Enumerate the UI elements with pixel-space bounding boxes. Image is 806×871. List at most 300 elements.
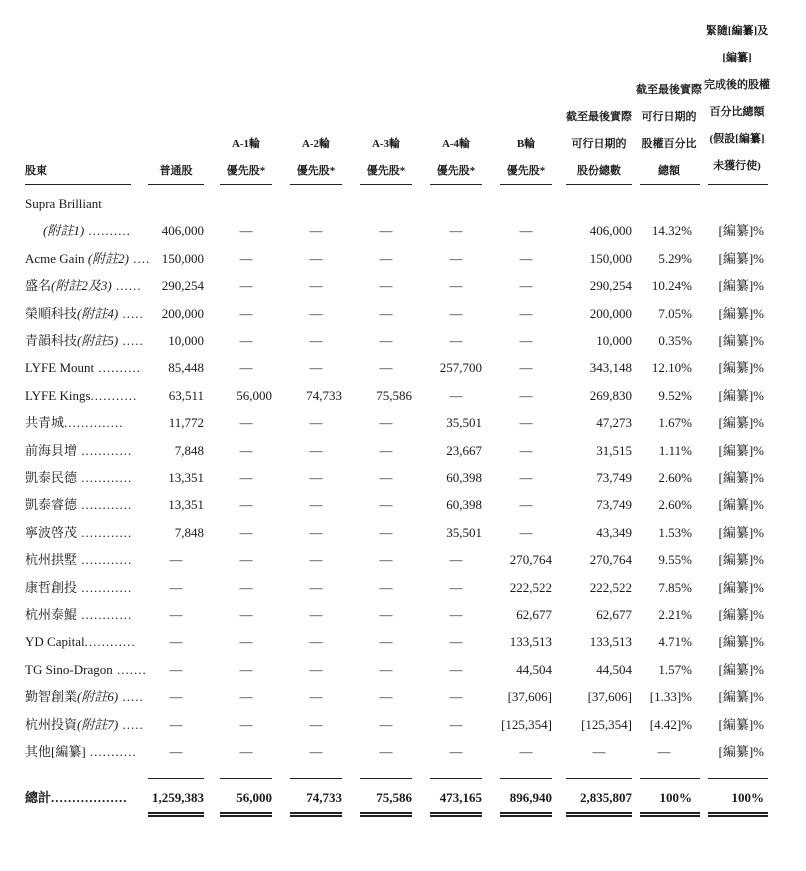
shareholder-name <box>25 300 143 327</box>
ordinary-shares-cell: 13,351 <box>168 470 204 485</box>
total-shares-cell: 73,749 <box>596 497 632 513</box>
b-preferred-cell: — <box>519 387 533 403</box>
header-text: A-1輪 <box>231 138 261 150</box>
b-preferred-cell: — <box>519 524 533 540</box>
total-a2: 74,733 <box>306 790 342 805</box>
shareholder-name <box>25 217 161 244</box>
a3-preferred-cell: — <box>379 305 393 321</box>
subtotal-rule <box>708 778 768 779</box>
ordinary-shares-cell: 63,511 <box>168 387 204 403</box>
shareholder-name-text: 勤智創業 <box>25 689 78 705</box>
a3-preferred-cell: — <box>379 442 393 458</box>
table-row <box>0 574 806 601</box>
b-preferred-cell: — <box>519 470 533 485</box>
header-text: 優先股* <box>436 165 476 177</box>
total-double-rule <box>360 812 412 817</box>
a3-preferred-cell: — <box>379 360 393 376</box>
a3-preferred-cell: 75,586 <box>376 387 412 403</box>
ordinary-shares-cell: — <box>169 689 183 705</box>
header-rule <box>500 184 552 185</box>
header-text: 可行日期的 <box>641 111 697 123</box>
total-shares-cell: 62,677 <box>596 607 632 622</box>
total-shares-cell: 222,522 <box>589 579 632 595</box>
header-text: A-2輪 <box>301 138 331 150</box>
table-row <box>0 354 806 381</box>
a2-preferred-cell: — <box>309 524 323 540</box>
header-text: A-4輪 <box>441 138 471 150</box>
ordinary-shares-cell: — <box>169 661 183 677</box>
total-double-rule <box>430 812 482 817</box>
a2-preferred-cell: — <box>309 333 323 348</box>
a1-preferred-cell: — <box>239 716 253 732</box>
table-row <box>0 519 806 546</box>
a3-preferred-cell: — <box>379 716 393 732</box>
header-rule <box>290 184 342 185</box>
ordinary-shares-cell: — <box>169 579 183 595</box>
a3-preferred-cell: — <box>379 634 393 650</box>
table-row <box>0 327 806 354</box>
ordinary-shares-cell: — <box>169 744 183 759</box>
subtotal-rule <box>220 778 272 779</box>
a1-preferred-cell: — <box>239 278 253 294</box>
a2-preferred-cell: — <box>309 634 323 650</box>
shareholder-name <box>25 656 147 683</box>
shareholder-name <box>25 382 143 409</box>
shareholder-name <box>25 491 143 518</box>
ordinary-shares-cell: 13,351 <box>168 497 204 513</box>
header-rule <box>360 184 412 185</box>
a1-preferred-cell: — <box>239 470 253 485</box>
total-ordinary: 1,259,383 <box>152 790 204 805</box>
a2-preferred-cell: — <box>309 305 323 321</box>
shareholder-name <box>25 190 143 217</box>
leader-dots: ............ <box>77 524 133 540</box>
leader-dots: .... <box>128 250 151 266</box>
a4-preferred-cell: — <box>449 716 463 732</box>
shareholder-name <box>25 409 143 436</box>
leader-dots: ..... <box>118 716 144 732</box>
a3-preferred-cell: — <box>379 223 393 239</box>
header-text: 優先股* <box>226 165 266 177</box>
a2-preferred-cell: — <box>309 744 323 759</box>
a1-preferred-cell: 56,000 <box>236 387 272 403</box>
pct-after-cell: [編纂]% <box>718 333 764 348</box>
b-preferred-cell: [37,606] <box>507 689 552 705</box>
subtotal-rule <box>148 778 204 779</box>
shareholder-name-text: 杭州泰鯤 <box>25 607 78 622</box>
header-rule <box>640 184 700 185</box>
total-double-rule <box>220 812 272 817</box>
header-pct-now <box>636 77 702 185</box>
shareholder-name-text: 寧波啓茂 <box>25 524 78 540</box>
a4-preferred-cell: — <box>449 333 463 348</box>
total-shares-cell: 31,515 <box>596 442 632 458</box>
a4-preferred-cell: — <box>449 661 463 677</box>
pct-after-cell: [編纂]% <box>718 744 764 759</box>
b-preferred-cell: 222,522 <box>509 579 552 595</box>
leader-dots: ..... <box>118 305 144 321</box>
header-text: 總額 <box>658 165 680 177</box>
b-preferred-cell: — <box>519 223 533 239</box>
a4-preferred-cell: 60,398 <box>446 470 482 485</box>
table-row <box>0 190 806 217</box>
a1-preferred-cell: — <box>239 442 253 458</box>
a1-preferred-cell: — <box>239 524 253 540</box>
b-preferred-cell: 44,504 <box>516 661 552 677</box>
shareholder-name <box>25 738 143 765</box>
a4-preferred-cell: — <box>449 278 463 294</box>
ordinary-shares-cell: 7,848 <box>174 524 204 540</box>
a3-preferred-cell: — <box>379 497 393 513</box>
pct-now-cell: 2.60% <box>658 497 692 513</box>
a2-preferred-cell: — <box>309 661 323 677</box>
shareholder-name <box>25 327 143 354</box>
shareholder-name <box>25 245 151 272</box>
a4-preferred-cell: — <box>449 579 463 595</box>
a4-preferred-cell: 60,398 <box>446 497 482 513</box>
pct-after-cell: [編纂]% <box>718 415 764 431</box>
b-preferred-cell: 62,677 <box>516 607 552 622</box>
ordinary-shares-cell: — <box>169 607 183 622</box>
total-double-rule <box>640 812 700 817</box>
pct-now-cell: 1.11% <box>658 442 692 458</box>
pct-after-cell: [編纂]% <box>718 360 764 376</box>
pct-after-cell: [編纂]% <box>718 223 764 239</box>
shareholder-name <box>25 354 143 381</box>
b-preferred-cell: — <box>519 278 533 294</box>
a2-preferred-cell: — <box>309 278 323 294</box>
total-shares-cell: 43,349 <box>596 524 632 540</box>
total-label <box>25 784 143 811</box>
subtotal-rule <box>640 778 700 779</box>
pct-now-cell: [1.33]% <box>649 689 692 705</box>
table-row <box>0 300 806 327</box>
pct-after-cell: [編纂]% <box>718 278 764 294</box>
leader-dots: ..... <box>118 689 144 705</box>
shareholder-name-text: 盛名 <box>25 278 52 294</box>
header-text: 股份總數 <box>577 165 621 177</box>
ordinary-shares-cell: 11,772 <box>168 415 204 431</box>
b-preferred-cell: — <box>519 333 533 348</box>
footnote-ref: (附註4) <box>77 305 119 321</box>
header-text: 百分比總額 <box>709 106 765 118</box>
a1-preferred-cell: — <box>239 360 253 376</box>
total-row <box>0 784 806 811</box>
header-text: 優先股* <box>506 165 546 177</box>
leader-dots: .............. <box>64 415 124 431</box>
b-preferred-cell: — <box>519 415 533 431</box>
pct-after-cell: [編纂]% <box>718 579 764 595</box>
a2-preferred-cell: — <box>309 579 323 595</box>
header-pct-after <box>704 18 770 180</box>
a4-preferred-cell: — <box>449 634 463 650</box>
a1-preferred-cell: — <box>239 689 253 705</box>
a3-preferred-cell: — <box>379 278 393 294</box>
a4-preferred-cell: — <box>449 387 463 403</box>
a2-preferred-cell: — <box>309 442 323 458</box>
total-a4: 473,165 <box>439 790 482 805</box>
a2-preferred-cell: — <box>309 607 323 622</box>
total-shares-cell: 200,000 <box>589 305 632 321</box>
a4-preferred-cell: — <box>449 223 463 239</box>
table-row <box>0 217 806 244</box>
shareholder-name <box>25 519 143 546</box>
pct-now-cell: 0.35% <box>658 333 692 348</box>
ordinary-shares-cell: 85,448 <box>168 360 204 376</box>
header-text: 未獲行使) <box>713 160 761 172</box>
pct-after-cell: [編纂]% <box>718 497 764 513</box>
total-shares-cell: [125,354] <box>581 716 632 732</box>
pct-after-cell: [編纂]% <box>718 716 764 732</box>
table-row <box>0 437 806 464</box>
pct-now-cell: 9.52% <box>658 387 692 403</box>
header-text: 優先股* <box>296 165 336 177</box>
total-shares-cell: [37,606] <box>587 689 632 705</box>
total-shares-cell: 73,749 <box>596 470 632 485</box>
header-a3 <box>360 131 412 185</box>
pct-now-cell: 4.71% <box>658 634 692 650</box>
leader-dots: ............ <box>77 497 133 513</box>
pct-now-cell: 14.32% <box>651 223 692 239</box>
leader-dots: ............ <box>77 470 133 485</box>
total-shares-cell: 10,000 <box>596 333 632 348</box>
pct-now-cell: 1.67% <box>658 415 692 431</box>
a4-preferred-cell: 35,501 <box>446 415 482 431</box>
shareholder-name-text: Supra Brilliant <box>25 196 102 211</box>
total-a3: 75,586 <box>376 790 412 805</box>
header-a1 <box>220 131 272 185</box>
total-name: 總計 <box>25 790 52 805</box>
leader-dots: ............ <box>84 634 136 650</box>
shareholder-name <box>25 628 143 655</box>
pct-now-cell: 1.57% <box>658 661 692 677</box>
total-shares-cell: 44,504 <box>596 661 632 677</box>
leader-dots: .......... <box>94 360 141 376</box>
ordinary-shares-cell: — <box>169 552 183 568</box>
pct-after-cell: [編纂]% <box>718 607 764 622</box>
shareholder-name-text: LYFE Kings <box>25 387 91 403</box>
a1-preferred-cell: — <box>239 744 253 759</box>
header-text: 股東 <box>25 165 47 177</box>
a3-preferred-cell: — <box>379 607 393 622</box>
total-pct-after: 100% <box>731 790 764 805</box>
total-shares-cell: 133,513 <box>589 634 632 650</box>
a4-preferred-cell: — <box>449 744 463 759</box>
subtotal-rule <box>566 778 632 779</box>
table-row <box>0 546 806 573</box>
header-text: A-3輪 <box>371 138 401 150</box>
a3-preferred-cell: — <box>379 524 393 540</box>
shareholder-name-text: Acme Gain <box>25 250 88 266</box>
total-a1: 56,000 <box>236 790 272 805</box>
header-a2 <box>290 131 342 185</box>
shareholder-name-text: LYFE Mount <box>25 360 95 376</box>
leader-dots: ............ <box>77 442 133 458</box>
leader-dots: .......... <box>84 223 131 239</box>
a1-preferred-cell: — <box>239 497 253 513</box>
b-preferred-cell: — <box>519 744 533 759</box>
leader-dots: ............ <box>77 607 133 622</box>
total-shares-cell: 406,000 <box>589 223 632 239</box>
a1-preferred-cell: — <box>239 223 253 239</box>
shareholder-name-text: 前海貝增 <box>25 442 78 458</box>
pct-after-cell: [編纂]% <box>718 689 764 705</box>
header-rule <box>708 184 768 185</box>
a1-preferred-cell: — <box>239 305 253 321</box>
header-rule <box>25 184 131 185</box>
a3-preferred-cell: — <box>379 250 393 266</box>
b-preferred-cell: — <box>519 442 533 458</box>
pct-after-cell: [編纂]% <box>718 552 764 568</box>
shareholder-name-text: YD Capital <box>25 634 85 650</box>
header-b <box>500 131 552 185</box>
table-row <box>0 491 806 518</box>
b-preferred-cell: 270,764 <box>509 552 552 568</box>
pct-now-cell: 9.55% <box>658 552 692 568</box>
a3-preferred-cell: — <box>379 744 393 759</box>
header-text: 截至最後實際 <box>566 111 632 123</box>
ordinary-shares-cell: 150,000 <box>161 250 204 266</box>
shareholder-name-text: 凱泰民德 <box>25 470 78 485</box>
shareholder-name-text: 共青城 <box>25 415 65 431</box>
pct-after-cell: [編纂]% <box>718 250 764 266</box>
shareholder-name <box>25 683 143 710</box>
table-row <box>0 628 806 655</box>
header-text: 可行日期的 <box>571 138 627 150</box>
a4-preferred-cell: — <box>449 305 463 321</box>
a1-preferred-cell: — <box>239 607 253 622</box>
shareholder-name <box>25 546 143 573</box>
a1-preferred-cell: — <box>239 552 253 568</box>
pct-now-cell: 1.53% <box>658 524 692 540</box>
table-row <box>0 683 806 710</box>
header-rule <box>148 184 204 185</box>
total-shares-cell: — <box>592 744 606 759</box>
total-double-rule <box>566 812 632 817</box>
header-text: [編纂] <box>722 52 752 64</box>
ordinary-shares-cell: 200,000 <box>161 305 204 321</box>
a2-preferred-cell: — <box>309 552 323 568</box>
subtotal-rule <box>500 778 552 779</box>
leader-dots: .................. <box>51 790 128 805</box>
leader-dots: ............ <box>77 579 133 595</box>
header-text: 普通股 <box>159 165 193 177</box>
leader-dots: ....... <box>112 661 147 677</box>
total-pct-now: 100% <box>659 790 692 805</box>
a4-preferred-cell: 23,667 <box>446 442 482 458</box>
a4-preferred-cell: 257,700 <box>439 360 482 376</box>
table-row <box>0 245 806 272</box>
a2-preferred-cell: — <box>309 223 323 239</box>
b-preferred-cell: — <box>519 250 533 266</box>
pct-after-cell: [編纂]% <box>718 442 764 458</box>
pct-now-cell: — <box>657 744 671 759</box>
shareholder-name-text: 青韻科技 <box>25 333 78 348</box>
a1-preferred-cell: — <box>239 579 253 595</box>
total-double-rule <box>500 812 552 817</box>
shareholder-name <box>25 272 143 299</box>
leader-dots: ............ <box>77 552 133 568</box>
pct-now-cell: 7.85% <box>658 579 692 595</box>
header-text: 股權百分比 <box>641 138 697 150</box>
leader-dots: ........... <box>85 744 137 759</box>
ordinary-shares-cell: 290,254 <box>161 278 204 294</box>
total-shares: 2,835,807 <box>580 790 632 805</box>
header-shareholder <box>25 158 47 185</box>
header-total-shares <box>566 104 632 185</box>
shareholder-name-text: 凱泰睿德 <box>25 497 78 513</box>
a4-preferred-cell: — <box>449 250 463 266</box>
total-shares-cell: 47,273 <box>596 415 632 431</box>
a2-preferred-cell: — <box>309 497 323 513</box>
a2-preferred-cell: — <box>309 415 323 431</box>
shareholder-name-text: TG Sino-Dragon <box>25 661 113 677</box>
header-text: B輪 <box>516 138 536 150</box>
a2-preferred-cell: — <box>309 689 323 705</box>
pct-now-cell: [4.42]% <box>649 716 692 732</box>
subtotal-rule <box>360 778 412 779</box>
shareholder-name-text: 康哲創投 <box>25 579 78 595</box>
a1-preferred-cell: — <box>239 250 253 266</box>
header-text: 緊隨[編纂]及 <box>705 25 769 37</box>
a3-preferred-cell: — <box>379 552 393 568</box>
total-shares-cell: 269,830 <box>589 387 632 403</box>
header-rule <box>566 184 632 185</box>
b-preferred-cell: — <box>519 305 533 321</box>
leader-dots: ..... <box>118 333 144 348</box>
total-double-rule <box>148 812 204 817</box>
a4-preferred-cell: 35,501 <box>446 524 482 540</box>
shareholder-name <box>25 464 143 491</box>
ordinary-shares-cell: — <box>169 716 183 732</box>
a2-preferred-cell: — <box>309 360 323 376</box>
table-row <box>0 464 806 491</box>
header-a4 <box>430 131 482 185</box>
a4-preferred-cell: — <box>449 689 463 705</box>
ordinary-shares-cell: 7,848 <box>174 442 204 458</box>
a3-preferred-cell: — <box>379 661 393 677</box>
a3-preferred-cell: — <box>379 689 393 705</box>
ordinary-shares-cell: — <box>169 634 183 650</box>
shareholder-name <box>25 601 143 628</box>
footnote-ref: (附註1) <box>43 223 85 239</box>
shareholder-name <box>25 574 143 601</box>
total-shares-cell: 290,254 <box>589 278 632 294</box>
ordinary-shares-cell: 10,000 <box>168 333 204 348</box>
subtotal-rule <box>290 778 342 779</box>
pct-after-cell: [編纂]% <box>718 387 764 403</box>
total-b: 896,940 <box>509 790 552 805</box>
shareholder-name-text: 榮順科技 <box>25 305 78 321</box>
header-text: 完成後的股權 <box>704 79 770 91</box>
header-text: (假設[編纂] <box>709 133 765 145</box>
a2-preferred-cell: — <box>309 250 323 266</box>
total-shares-cell: 150,000 <box>589 250 632 266</box>
pct-now-cell: 2.60% <box>658 470 692 485</box>
shareholder-name <box>25 437 143 464</box>
leader-dots: ........... <box>90 387 138 403</box>
total-shares-cell: 343,148 <box>589 360 632 376</box>
b-preferred-cell: — <box>519 497 533 513</box>
shareholder-name-text: 杭州拱墅 <box>25 552 78 568</box>
header-text: 截至最後實際 <box>636 84 702 96</box>
ordinary-shares-cell: 406,000 <box>161 223 204 239</box>
b-preferred-cell: 133,513 <box>509 634 552 650</box>
table-row <box>0 382 806 409</box>
table-row <box>0 711 806 738</box>
leader-dots: ...... <box>111 278 142 294</box>
footnote-ref: (附註5) <box>77 333 119 348</box>
